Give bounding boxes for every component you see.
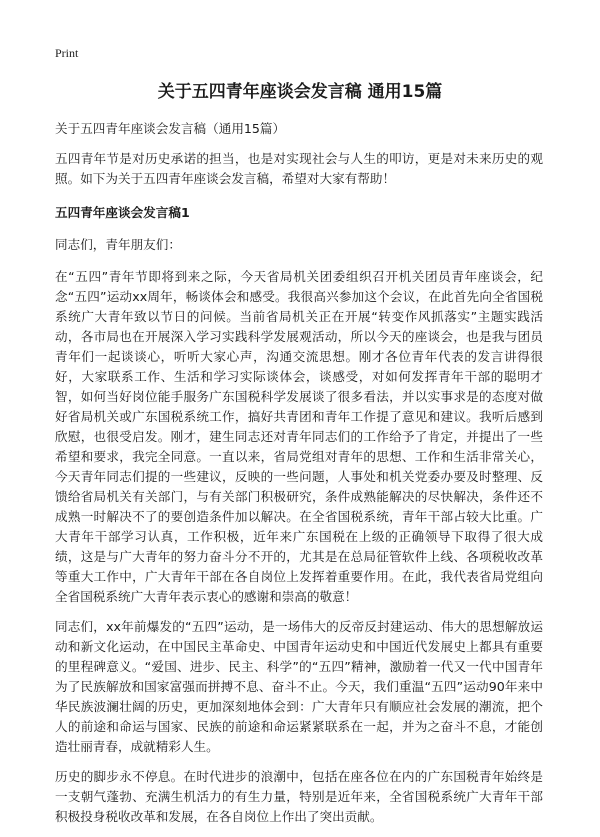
document-body	[55, 119, 543, 837]
body-paragraph: 在“五四”青年节即将到来之际，今天省局机关团委组织召开机关团员青年座谈会，纪念“五四”运动xx周年，畅谈体会和感受。我很高兴参加这个会议，在此首先向全省国税系统广大青年致以节日的问候。当前省局机关正在开展“转变作风抓落实”主题实践活动，各市局也在开展深入学习实践科学发展观活动，所以今天的座谈会，也是我与团员青年们一起谈谈心，听听大家心声，沟通交流思想。刚才各位青年代表的发言讲得很好，大家联系工作、生活和学习实际谈体会，谈感受，对如何发挥青年干部的聪明才智，如何当好岗位能手服务广东国税科学发展谈了很多看法，并以实事求是的态度对做好省局机关或广东国税系统工作，搞好共青团和青年工作提了意见和建议。我听后感到欣慰，也很受启发。刚才，建生同志还对青年同志们的工作给予了肯定，并提出了一些希望和要求，我完全同意。一直以来，省局党组对青年的思想、工作和生活非常关心，今天青年同志们提的一些建议，反映的一些问题，人事处和机关党委办要及时整理、反馈给省局机关有关部门，与有关部门积极研究，条件成熟能解决的尽快解决，条件还不成熟一时解决不了的要创造条件加以解决。在全省国税系统，青年干部占较大比重。广大青年干部学习认真，工作积极，近年来广东国税在上级的正确领导下取得了很大成绩，这是与广大青年的努力奋斗分不开的，尤其是在总局征管软件上线、各项税收改革等重大工作中，广大青年干部在各自岗位上发挥着重要作用。在此，我代表省局党组向全省国税系统广大青年表示衷心的感谢和崇高的敬意！	[55, 269, 543, 604]
body-paragraph: 历史的脚步永不停息。在时代进步的浪潮中，包括在座各位在内的广东国税青年始终是一支朝气蓬勃、充满生机活力的有生力量，特别是近年来，全省国税系统广大青年干部积极投身税收改革和发展，在各自岗位上作出了突出贡献。	[55, 769, 543, 824]
intro-paragraph: 五四青年节是对历史承诺的担当，也是对实现社会与人生的叩访，更是对未来历史的观照。如下为关于五四青年座谈会发言稿，希望对大家有帮助！	[55, 151, 543, 186]
greeting: 同志们，青年朋友们：	[55, 237, 181, 252]
body-paragraph: 同志们，xx年前爆发的“五四”运动，是一场伟大的反帝反封建运动、伟大的思想解放运动和新文化运动，在中国民主革命史、中国青年运动史和中国近代发展史上都具有重要的里程碑意义。“爱国、进步、民主、科学”的“五四”精神，激励着一代又一代中国青年为了民族解放和国家富强而拼搏不息、奋斗不止。今天，我们重温“五四”运动90年来中华民族波澜壮阔的历史，更加深刻地体会到：广大青年只有顺应社会发展的潮流，把个人的前途和命运与国家、民族的前途和命运紧紧联系在一起，并为之奋斗不息，才能创造壮丽青春，成就精彩人生。	[55, 619, 543, 754]
section-heading: 五四青年座谈会发言稿1	[55, 205, 190, 220]
print-link[interactable]: Print	[55, 46, 79, 60]
document-subtitle: 关于五四青年座谈会发言稿（通用15篇）	[55, 121, 286, 136]
document-title: 关于五四青年座谈会发言稿 通用15篇	[157, 82, 443, 102]
